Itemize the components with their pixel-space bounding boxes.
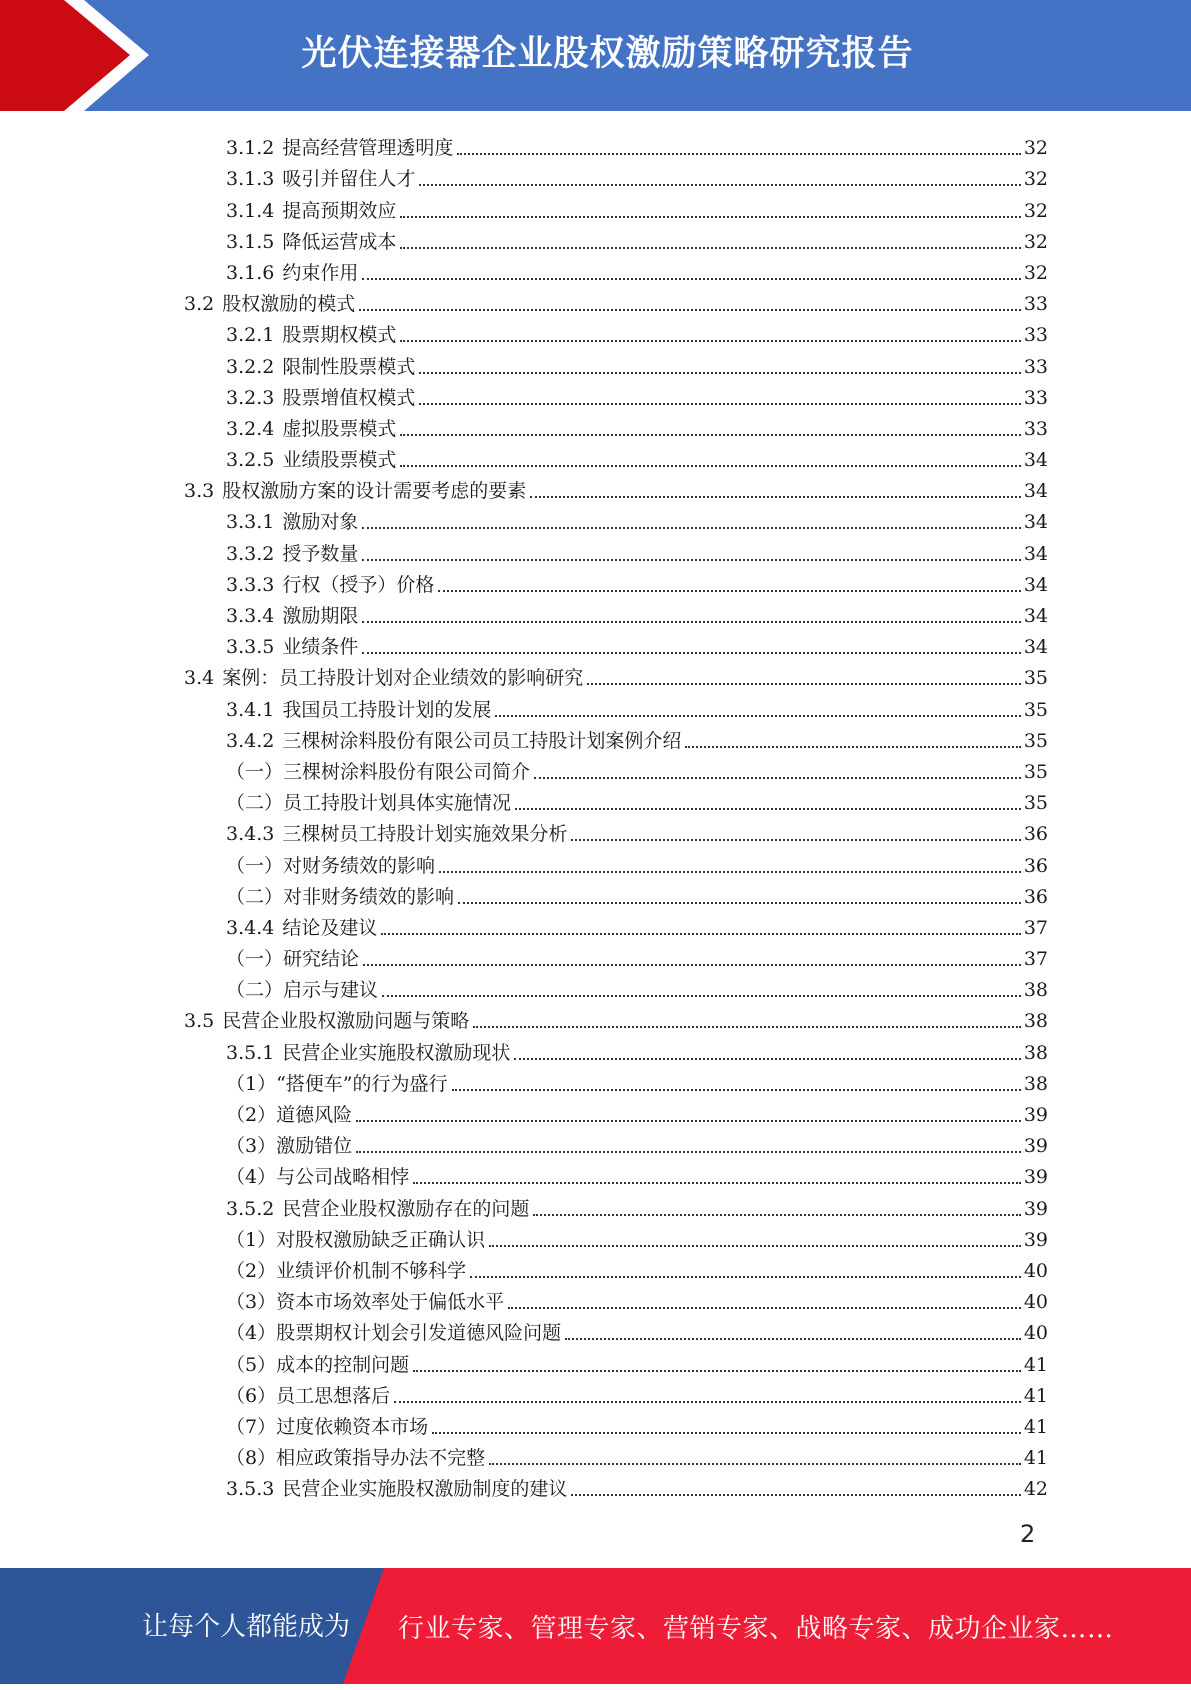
toc-entry-number: 3.5.3 bbox=[226, 1478, 275, 1501]
toc-entry-title: 约束作用 bbox=[282, 261, 359, 284]
toc-dot-leader bbox=[457, 153, 1021, 155]
toc-entry-page: 36 bbox=[1023, 823, 1048, 846]
toc-entry-number: 3.4 bbox=[184, 667, 215, 690]
toc-entry-title: 股票期权模式 bbox=[282, 324, 397, 347]
toc-entry-page: 33 bbox=[1023, 417, 1048, 440]
toc-entry-page: 34 bbox=[1023, 636, 1048, 659]
toc-entry-page: 41 bbox=[1023, 1353, 1048, 1376]
toc-entry-title: 虚拟股票模式 bbox=[282, 417, 397, 440]
toc-dot-leader bbox=[400, 465, 1021, 467]
toc-entry-page: 39 bbox=[1023, 1197, 1048, 1220]
toc-entry-page: 35 bbox=[1023, 667, 1048, 690]
toc-dot-leader bbox=[359, 309, 1021, 311]
toc-entry-title: （5）成本的控制问题 bbox=[226, 1353, 410, 1376]
toc-dot-leader bbox=[419, 372, 1021, 374]
toc-dot-leader bbox=[473, 1026, 1021, 1028]
toc-entry[interactable] bbox=[0, 1157, 1191, 1188]
toc-dot-leader bbox=[495, 715, 1021, 717]
toc-entry-page: 32 bbox=[1023, 137, 1048, 160]
toc-entry-number: 3.2 bbox=[184, 293, 215, 316]
page-number: 2 bbox=[1020, 1520, 1036, 1548]
toc-entry-page: 39 bbox=[1023, 1104, 1048, 1126]
toc-entry-page: 40 bbox=[1023, 1259, 1048, 1282]
toc-entry-page: 35 bbox=[1023, 792, 1048, 815]
toc-entry[interactable] bbox=[0, 440, 1191, 471]
toc-entry-number: 3.4.3 bbox=[226, 823, 275, 846]
toc-entry-page: 39 bbox=[1023, 1228, 1048, 1251]
toc-entry-page: 33 bbox=[1023, 386, 1048, 409]
toc-dot-leader bbox=[508, 1307, 1021, 1309]
toc-entry-page: 38 bbox=[1023, 1072, 1048, 1095]
toc-entry[interactable] bbox=[0, 939, 1191, 970]
toc-dot-leader bbox=[571, 839, 1021, 841]
toc-entry[interactable] bbox=[0, 721, 1191, 752]
toc-entry-number: 3.5 bbox=[184, 1010, 215, 1033]
toc-entry-page: 34 bbox=[1023, 542, 1048, 565]
toc-dot-leader bbox=[362, 559, 1021, 561]
toc-entry[interactable] bbox=[0, 1032, 1191, 1063]
toc-entry-number: 3.2.3 bbox=[226, 386, 275, 409]
toc-dot-leader bbox=[432, 1432, 1021, 1434]
toc-entry-number: 3.4.1 bbox=[226, 698, 275, 721]
toc-dot-leader bbox=[381, 933, 1021, 935]
toc-dot-leader bbox=[356, 1151, 1021, 1153]
toc-dot-leader bbox=[439, 871, 1021, 873]
toc-entry-page: 39 bbox=[1023, 1166, 1048, 1189]
toc-entry-title: 三棵树员工持股计划实施效果分析 bbox=[282, 823, 568, 846]
toc-entry[interactable] bbox=[0, 315, 1191, 346]
toc-entry[interactable] bbox=[0, 502, 1191, 533]
toc-entry-title: 授予数量 bbox=[282, 542, 359, 565]
toc-entry-title: （二）员工持股计划具体实施情况 bbox=[226, 792, 512, 815]
toc-entry-number: 3.2.5 bbox=[226, 449, 275, 472]
toc-dot-leader bbox=[587, 683, 1021, 685]
toc-entry-title: 吸引并留住人才 bbox=[282, 168, 416, 191]
toc-entry-page: 42 bbox=[1023, 1478, 1048, 1501]
toc-entry-number: 3.3 bbox=[184, 480, 215, 503]
toc-dot-leader bbox=[356, 1120, 1021, 1122]
toc-entry-page: 38 bbox=[1023, 1041, 1048, 1064]
toc-dot-leader bbox=[438, 590, 1021, 592]
toc-entry-title: （3）资本市场效率处于偏低水平 bbox=[226, 1291, 505, 1314]
toc-entry-page: 32 bbox=[1023, 261, 1048, 284]
toc-entry-page: 35 bbox=[1023, 698, 1048, 721]
toc-entry-title: （二）启示与建议 bbox=[226, 979, 379, 1002]
toc-dot-leader bbox=[382, 995, 1021, 997]
toc-entry-title: 行权（授予）价格 bbox=[282, 573, 435, 596]
toc-entry-page: 41 bbox=[1023, 1447, 1048, 1470]
toc-entry[interactable] bbox=[0, 1188, 1191, 1219]
report-header bbox=[0, 0, 1191, 111]
toc-entry[interactable] bbox=[0, 1095, 1191, 1126]
footer-slogan-right: 行业专家、管理专家、营销专家、战略专家、成功企业家…… bbox=[398, 1614, 1114, 1644]
toc-entry-page: 32 bbox=[1023, 168, 1048, 191]
toc-entry-number: 3.3.1 bbox=[226, 511, 275, 534]
toc-entry-title: 激励期限 bbox=[282, 605, 359, 627]
toc-dot-leader bbox=[362, 652, 1021, 654]
toc-dot-leader bbox=[685, 746, 1021, 748]
toc-entry[interactable] bbox=[0, 1469, 1191, 1500]
toc-entry-title: （4）股票期权计划会引发道德风险问题 bbox=[226, 1322, 562, 1345]
toc-entry-title: 结论及建议 bbox=[282, 916, 378, 939]
toc-entry-title: 降低运营成本 bbox=[282, 230, 397, 253]
toc-entry[interactable] bbox=[0, 471, 1191, 502]
toc-entry[interactable] bbox=[0, 877, 1191, 908]
toc-entry-number: 3.5.2 bbox=[226, 1197, 275, 1220]
toc-dot-leader bbox=[400, 216, 1021, 218]
toc-entry-page: 34 bbox=[1023, 449, 1048, 472]
toc-entry-page: 35 bbox=[1023, 729, 1048, 752]
toc-dot-leader bbox=[413, 1182, 1021, 1184]
toc-entry-title: （3）激励错位 bbox=[226, 1135, 353, 1158]
toc-entry-page: 38 bbox=[1023, 1010, 1048, 1033]
toc-dot-leader bbox=[363, 964, 1021, 966]
table-of-contents bbox=[0, 128, 1191, 1500]
toc-dot-leader bbox=[452, 1089, 1021, 1091]
toc-entry-title: 案例：员工持股计划对企业绩效的影响研究 bbox=[222, 667, 584, 690]
toc-entry[interactable] bbox=[0, 689, 1191, 720]
toc-entry[interactable] bbox=[0, 1438, 1191, 1469]
toc-entry[interactable] bbox=[0, 346, 1191, 377]
toc-entry-title: （2）业绩评价机制不够科学 bbox=[226, 1259, 467, 1282]
toc-entry[interactable] bbox=[0, 378, 1191, 409]
toc-entry-title: 股权激励方案的设计需要考虑的要素 bbox=[222, 480, 527, 503]
toc-entry-number: 3.3.4 bbox=[226, 605, 275, 627]
toc-dot-leader bbox=[489, 1463, 1021, 1465]
toc-entry-title: 业绩股票模式 bbox=[282, 449, 397, 472]
toc-entry-title: （一）三棵树涂料股份有限公司简介 bbox=[226, 760, 531, 783]
toc-entry[interactable] bbox=[0, 565, 1191, 596]
toc-entry-number: 3.5.1 bbox=[226, 1041, 275, 1064]
toc-dot-leader bbox=[400, 434, 1021, 436]
toc-entry[interactable] bbox=[0, 1126, 1191, 1157]
toc-entry-title: （4）与公司战略相悖 bbox=[226, 1166, 410, 1189]
toc-entry[interactable] bbox=[0, 908, 1191, 939]
toc-dot-leader bbox=[400, 247, 1021, 249]
toc-dot-leader bbox=[362, 621, 1021, 623]
toc-dot-leader bbox=[534, 777, 1021, 779]
toc-dot-leader bbox=[515, 808, 1021, 810]
toc-entry[interactable] bbox=[0, 128, 1191, 159]
toc-entry[interactable] bbox=[0, 409, 1191, 440]
toc-entry-page: 32 bbox=[1023, 230, 1048, 253]
toc-entry-title: 民营企业股权激励存在的问题 bbox=[282, 1197, 530, 1220]
toc-entry[interactable] bbox=[0, 970, 1191, 1001]
toc-entry[interactable] bbox=[0, 1220, 1191, 1251]
toc-entry[interactable] bbox=[0, 1344, 1191, 1375]
toc-entry-title: （2）道德风险 bbox=[226, 1104, 353, 1126]
toc-dot-leader bbox=[530, 496, 1021, 498]
toc-entry-title: 提高经营管理透明度 bbox=[282, 137, 454, 160]
toc-entry-page: 33 bbox=[1023, 355, 1048, 378]
toc-entry-title: 股票增值权模式 bbox=[282, 386, 416, 409]
toc-entry[interactable] bbox=[0, 658, 1191, 689]
toc-entry[interactable] bbox=[0, 533, 1191, 564]
toc-dot-leader bbox=[394, 1401, 1021, 1403]
toc-entry-page: 36 bbox=[1023, 854, 1048, 877]
toc-entry-title: 限制性股票模式 bbox=[282, 355, 416, 378]
toc-dot-leader bbox=[419, 184, 1021, 186]
footer-slogan-left: 让每个人都能成为 bbox=[142, 1612, 351, 1642]
toc-entry-page: 34 bbox=[1023, 480, 1048, 503]
toc-entry-page: 35 bbox=[1023, 760, 1048, 783]
toc-entry-title: （一）对财务绩效的影响 bbox=[226, 854, 436, 877]
toc-entry[interactable] bbox=[0, 845, 1191, 876]
toc-entry-title: （7）过度依赖资本市场 bbox=[226, 1415, 429, 1438]
toc-entry-number: 3.2.4 bbox=[226, 417, 275, 440]
toc-dot-leader bbox=[400, 340, 1021, 342]
toc-entry-number: 3.4.4 bbox=[226, 916, 275, 939]
toc-entry-number: 3.1.4 bbox=[226, 199, 275, 222]
toc-entry[interactable] bbox=[0, 1064, 1191, 1095]
toc-entry[interactable] bbox=[0, 1407, 1191, 1438]
toc-entry-title: 民营企业实施股权激励制度的建议 bbox=[282, 1478, 568, 1501]
toc-dot-leader bbox=[489, 1245, 1021, 1247]
toc-entry-number: 3.3.2 bbox=[226, 542, 275, 565]
toc-entry-title: 我国员工持股计划的发展 bbox=[282, 698, 492, 721]
toc-entry-page: 34 bbox=[1023, 573, 1048, 596]
toc-entry-page: 34 bbox=[1023, 511, 1048, 534]
toc-entry[interactable] bbox=[0, 752, 1191, 783]
toc-entry-title: （6）员工思想落后 bbox=[226, 1384, 391, 1407]
toc-entry-page: 39 bbox=[1023, 1135, 1048, 1158]
toc-entry[interactable] bbox=[0, 1376, 1191, 1407]
report-title: 光伏连接器企业股权激励策略研究报告 bbox=[301, 34, 914, 74]
toc-dot-leader bbox=[533, 1214, 1021, 1216]
toc-dot-leader bbox=[458, 902, 1021, 904]
toc-entry-title: 业绩条件 bbox=[282, 636, 359, 659]
toc-entry[interactable] bbox=[0, 596, 1191, 627]
toc-entry-number: 3.1.5 bbox=[226, 230, 275, 253]
toc-entry-page: 37 bbox=[1023, 948, 1048, 971]
toc-entry[interactable] bbox=[0, 253, 1191, 284]
toc-entry[interactable] bbox=[0, 1313, 1191, 1344]
toc-entry[interactable] bbox=[0, 1001, 1191, 1032]
toc-entry[interactable] bbox=[0, 284, 1191, 315]
toc-entry-page: 41 bbox=[1023, 1415, 1048, 1438]
toc-entry-title: （一）研究结论 bbox=[226, 948, 360, 971]
toc-entry-number: 3.1.3 bbox=[226, 168, 275, 191]
toc-entry[interactable] bbox=[0, 1251, 1191, 1282]
toc-entry-page: 33 bbox=[1023, 293, 1048, 316]
toc-dot-leader bbox=[362, 278, 1021, 280]
toc-entry-page: 33 bbox=[1023, 324, 1048, 347]
toc-entry-title: 民营企业实施股权激励现状 bbox=[282, 1041, 511, 1064]
toc-entry-page: 32 bbox=[1023, 199, 1048, 222]
toc-dot-leader bbox=[419, 403, 1021, 405]
toc-dot-leader bbox=[514, 1058, 1021, 1060]
toc-entry-number: 3.1.6 bbox=[226, 261, 275, 284]
toc-entry[interactable] bbox=[0, 1282, 1191, 1313]
toc-entry-page: 36 bbox=[1023, 885, 1048, 908]
footer-banner bbox=[0, 1568, 1191, 1684]
toc-entry-number: 3.2.1 bbox=[226, 324, 275, 347]
toc-entry-title: 三棵树涂料股份有限公司员工持股计划案例介绍 bbox=[282, 729, 682, 752]
toc-entry[interactable] bbox=[0, 159, 1191, 190]
toc-dot-leader bbox=[571, 1494, 1021, 1496]
toc-dot-leader bbox=[470, 1276, 1021, 1278]
toc-entry-title: 提高预期效应 bbox=[282, 199, 397, 222]
toc-entry-page: 34 bbox=[1023, 605, 1048, 627]
toc-entry[interactable] bbox=[0, 190, 1191, 221]
toc-entry-page: 40 bbox=[1023, 1322, 1048, 1345]
toc-entry[interactable] bbox=[0, 783, 1191, 814]
toc-entry-page: 38 bbox=[1023, 979, 1048, 1002]
toc-entry-page: 37 bbox=[1023, 916, 1048, 939]
toc-entry-title: （8）相应政策指导办法不完整 bbox=[226, 1447, 486, 1470]
toc-entry-number: 3.4.2 bbox=[226, 729, 275, 752]
toc-entry-title: （1）对股权激励缺乏正确认识 bbox=[226, 1228, 486, 1251]
toc-entry-number: 3.2.2 bbox=[226, 355, 275, 378]
toc-entry-title: 民营企业股权激励问题与策略 bbox=[222, 1010, 470, 1033]
toc-dot-leader bbox=[413, 1370, 1021, 1372]
toc-entry-page: 40 bbox=[1023, 1291, 1048, 1314]
toc-entry-number: 3.1.2 bbox=[226, 137, 275, 160]
toc-entry-page: 41 bbox=[1023, 1384, 1048, 1407]
toc-dot-leader bbox=[362, 527, 1021, 529]
toc-entry[interactable] bbox=[0, 627, 1191, 658]
toc-entry[interactable] bbox=[0, 222, 1191, 253]
toc-entry-title: （1）“搭便车”的行为盛行 bbox=[226, 1072, 448, 1095]
toc-entry-title: （二）对非财务绩效的影响 bbox=[226, 885, 455, 908]
toc-entry-number: 3.3.3 bbox=[226, 573, 275, 596]
toc-dot-leader bbox=[565, 1338, 1021, 1340]
toc-entry[interactable] bbox=[0, 814, 1191, 845]
toc-entry-title: 激励对象 bbox=[282, 511, 359, 534]
toc-entry-number: 3.3.5 bbox=[226, 636, 275, 659]
toc-entry-title: 股权激励的模式 bbox=[222, 293, 356, 316]
